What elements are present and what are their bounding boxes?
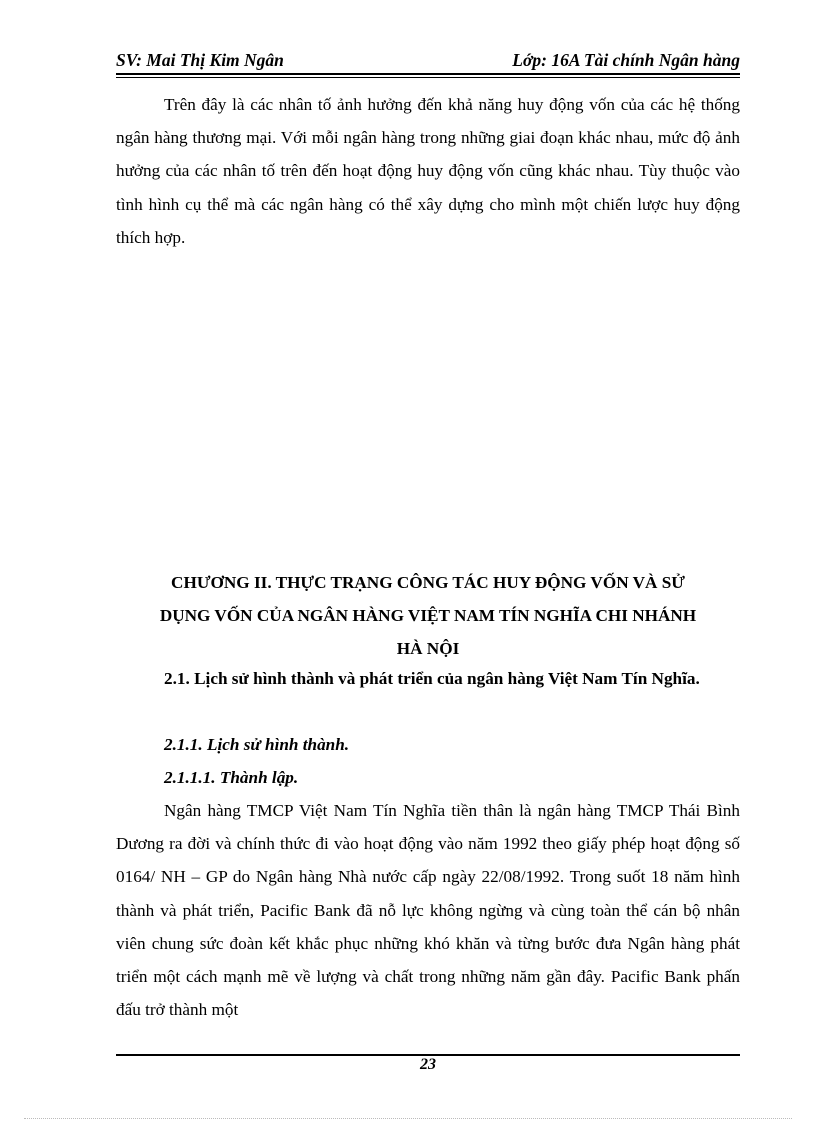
- header-rule: [116, 73, 740, 78]
- intro-paragraph-block: [116, 88, 740, 254]
- chapter-heading: [116, 566, 740, 666]
- section-heading-2-1: 2.1. Lịch sử hình thành và phát triển của ngân hàng Việt Nam Tín Nghĩa.: [164, 669, 700, 688]
- intro-paragraph: Trên đây là các nhân tố ảnh hưởng đến khả năng huy động vốn của các hệ thống ngân hàng thương mại. Với mỗi ngân hàng trong những giai đoạn khác nhau, mức độ ảnh hưởng của các nhân tố trên đến hoạt động huy động vốn cũng khác nhau. Tùy thuộc vào tình hình cụ thể mà các ngân hàng có thể xây dựng cho mình một chiến lược huy động thích hợp.: [116, 95, 740, 247]
- chapter-heading-line-2: DỤNG VỐN CỦA NGÂN HÀNG VIỆT NAM TÍN NGHĨA CHI NHÁNH: [159, 606, 697, 626]
- body-paragraph-block: [116, 794, 740, 1026]
- header-student-name: SV: Mai Thị Kim Ngân: [116, 50, 284, 70]
- body-paragraph: Ngân hàng TMCP Việt Nam Tín Nghĩa tiền thân là ngân hàng TMCP Thái Bình Dương ra đời và chính thức đi vào hoạt động vào năm 1992 theo giấy phép hoạt động số 0164/ NH – GP do Ngân hàng Nhà nước cấp ngày 22/08/1992. Trong suốt 18 năm hình thành và phát triển, Pacific Bank đã nỗ lực không ngừng và cùng toàn thể cán bộ nhân viên chung sức đoàn kết khắc phục những khó khăn và từng bước đưa Ngân hàng phát triển một cách mạnh mẽ về lượng và chất trong những năm gần đây. Pacific Bank phấn đấu trở thành một: [116, 801, 740, 1020]
- section-heading-2-1-block: [116, 662, 740, 695]
- section-heading-2-1-1-1-block: [116, 761, 740, 794]
- chapter-heading-line-1: CHƯƠNG II. THỰC TRẠNG CÔNG TÁC HUY ĐỘNG VỐN VÀ SỬ: [171, 573, 685, 592]
- section-heading-2-1-1-block: [116, 728, 740, 761]
- page-header: [116, 48, 740, 74]
- section-heading-2-1-1-1: 2.1.1.1. Thành lập.: [164, 768, 299, 787]
- page-number: 23: [420, 1056, 436, 1073]
- chapter-heading-line-3: HÀ NỘI: [396, 639, 460, 659]
- header-class-name: Lớp: 16A Tài chính Ngân hàng: [512, 50, 740, 70]
- section-heading-2-1-1: 2.1.1. Lịch sử hình thành.: [164, 735, 350, 754]
- page-bottom-edge: [24, 1118, 792, 1119]
